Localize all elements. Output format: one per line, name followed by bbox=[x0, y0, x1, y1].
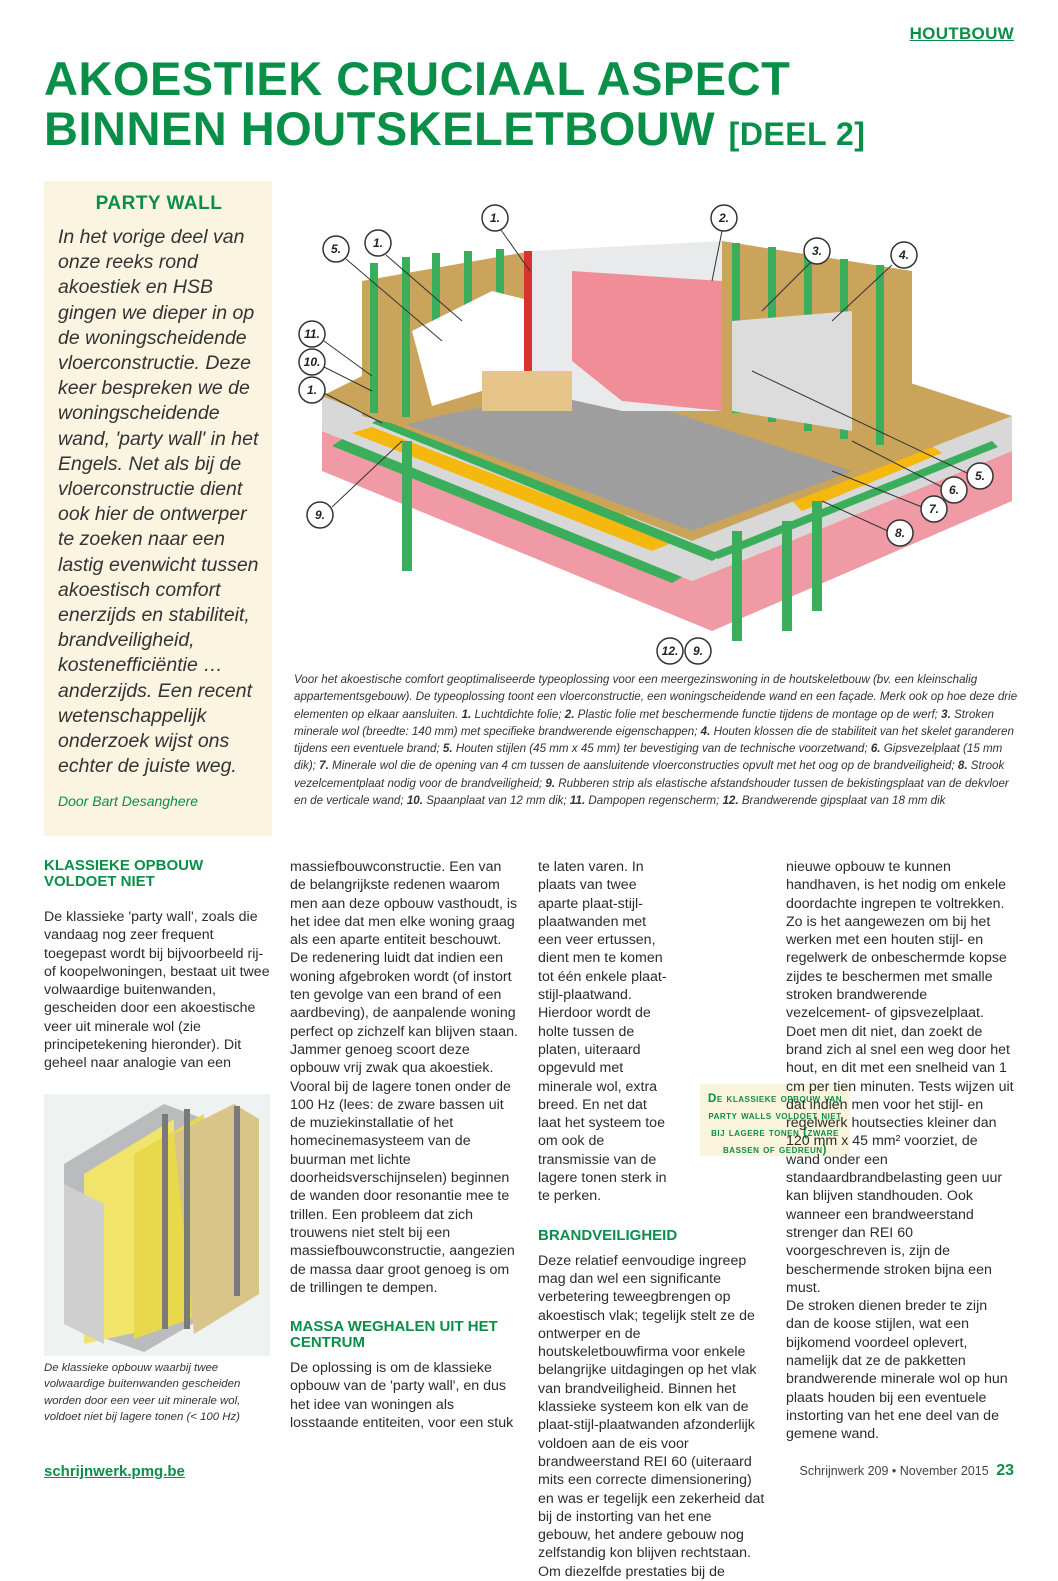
title-line-2: BINNEN HOUTSKELETBOUW bbox=[44, 102, 716, 155]
caption-item: Minerale wol die de opening van 4 cm tussen de aansluitende vloerconstructies opvult met het oog op de brandveiligheid; bbox=[332, 759, 955, 773]
caption-num: 9. bbox=[545, 776, 556, 790]
label-3 bbox=[804, 238, 830, 264]
caption-item: Strook vezelcementplaat nodig voor de brandveiligheid; bbox=[294, 759, 1005, 790]
section-heading-klassieke: KLASSIEKE OPBOUW VOLDOET NIET bbox=[44, 857, 204, 890]
caption-num: 3. bbox=[941, 707, 951, 721]
title-line-1: AKOESTIEK CRUCIAAL ASPECT bbox=[44, 52, 791, 105]
pull-quote: De klassieke opbouw van party walls voldoet niet bij lagere tonen (zware bassen of gedreun) bbox=[700, 1084, 850, 1156]
label-text-4: 4. bbox=[898, 248, 910, 262]
label-text-1c: 1. bbox=[306, 383, 318, 397]
label-12 bbox=[657, 638, 683, 664]
label-2 bbox=[711, 205, 737, 231]
caption-num: 12. bbox=[722, 794, 739, 808]
col1-paragraph: De klassieke 'party wall', zoals die vandaag nog zeer frequent toegepast wordt bij bijvoorbeeld rij- of koopelwoningen, bestaat uit twee volwaardige buitenwanden, gescheiden door een akoestische veer uit minerale wol (zie principetekening hieronder). Dit geheel naar analogie van een bbox=[44, 909, 270, 1072]
caption-item: Dampopen regenscherm; bbox=[588, 794, 720, 808]
column-1 bbox=[44, 858, 270, 1073]
column-4 bbox=[786, 858, 1014, 1444]
label-text-10: 10. bbox=[303, 355, 321, 369]
intro-text: In het vorige deel van onze reeks rond akoestiek en HSB gingen we dieper in op de woningscheidende vloerconstructie. Deze keer bespreken we de woningscheidende wand, 'party wall' in het Engels. Net als bij de vloerconstructie dient ook hier de ontwerper te zoeken naar een lastig evenwicht tussen akoestisch comfort enerzijds en stabiliteit, brandveiligheid, kostenefficiëntie … anderzijds. Een recent wetenschappelijk onderzoek wijst ons echter de juiste weg. bbox=[58, 226, 259, 778]
label-4 bbox=[891, 242, 917, 268]
caption-item: Brandwerende gipsplaat van 18 mm dik bbox=[741, 794, 946, 808]
caption-intro: Voor het akoestische comfort geoptimaliseerde typeoplossing voor een meergezinswoning in de houtskeletbouw (bv. een kleinschalig appartementsgebouw). De typeoplossing toont een vloerconstructie, een woningscheidende wand en een façade. Merk ook op hoe deze drie elementen op elkaar aansluiten. bbox=[294, 673, 1018, 721]
title-suffix: [DEEL 2] bbox=[728, 116, 866, 152]
caption-num: 2. bbox=[564, 707, 575, 721]
label-text-1b: 1. bbox=[372, 236, 384, 250]
label-text-11: 11. bbox=[304, 327, 320, 341]
footer-website-link[interactable]: schrijnwerk.pmg.be bbox=[44, 1463, 185, 1480]
page-number: 23 bbox=[996, 1462, 1014, 1479]
label-text-7: 7. bbox=[928, 502, 940, 516]
label-text-8: 8. bbox=[894, 526, 906, 540]
caption-item: Rubberen strip als elastische afstandshouder tussen de bekistingsplaat van de dekvloer en de verticale wand; bbox=[294, 776, 1009, 808]
label-text-3: 3. bbox=[811, 244, 823, 258]
caption-item: Stroken minerale wol (breedte: 140 mm) met specifieke brandwerende eigenschappen; bbox=[294, 707, 995, 738]
caption-item: Spaanplaat van 12 mm dik; bbox=[426, 794, 567, 808]
label-5-right bbox=[967, 463, 993, 489]
footer-issue bbox=[800, 1462, 1014, 1480]
caption-item: Luchtdichte folie; bbox=[474, 707, 562, 721]
byline: Door Bart Desanghere bbox=[58, 793, 199, 810]
label-8 bbox=[887, 520, 913, 546]
label-text-5b: 5. bbox=[974, 469, 986, 483]
airtight-foil bbox=[524, 251, 532, 391]
caption-num: 5. bbox=[442, 742, 453, 756]
label-1-low bbox=[299, 377, 325, 403]
column-2 bbox=[290, 858, 518, 1432]
caption-num: 7. bbox=[319, 759, 329, 773]
label-text-1: 1. bbox=[489, 211, 501, 225]
label-11 bbox=[299, 321, 325, 347]
construction-diagram bbox=[292, 201, 1014, 667]
label-9-bottom bbox=[685, 638, 711, 664]
label-text-5: 5. bbox=[330, 242, 342, 256]
col3-paragraph-2: Deze relatief eenvoudige ingreep mag dan wel een significante verbetering teweegbrengen op akoestisch vlak; tegelijk stelt ze de ontwerper en de houtskeletbouwfirma voor enkele belangrijke uitdagingen op het vlak van brandveiligheid. Binnen het klassieke systeem kon elk van de plaat-stijl-plaatwanden afzonderlijk voldoen aan de eis voor brandweerstand REI 60 (uiteraard mits een correcte dimensionering) en was er tegelijk een zekerheid dat bij de instorting van het ene gebouw, het andere gebouw nog zelfstandig kon blijven rechtstaan. Om diezelfde prestaties bij de bbox=[538, 1252, 765, 1580]
page-title bbox=[44, 54, 1004, 159]
label-5-left bbox=[323, 236, 349, 262]
caption-num: 10. bbox=[406, 794, 423, 808]
label-text-2: 2. bbox=[718, 211, 730, 225]
caption-num: 6. bbox=[870, 742, 881, 756]
intro-box bbox=[44, 181, 272, 836]
label-7 bbox=[921, 496, 947, 522]
party-wall-illustration bbox=[44, 1094, 270, 1356]
label-1-left bbox=[365, 230, 391, 256]
label-6 bbox=[941, 477, 967, 503]
label-10 bbox=[299, 349, 325, 375]
col2-paragraph-2: Jammer genoeg scoort deze opbouw vrij zwak qua akoestiek. Vooral bij de lagere tonen onder de 100 Hz (lees: de zware bassen uit de muziekinstallatie of het homecinemasysteem van de buurman met lichte doorheidsverschijnselen) beginnen de wanden door resonantie mee te trillen. Een probleem dat zich trouwens niet stelt bij een massiefbouwconstructie, aangezien de massa daar groot genoeg is om de trillingen te dempen. bbox=[290, 1041, 515, 1296]
col2-paragraph-3: De oplossing is om de klassieke opbouw van de 'party wall', en dus het idee van woningen als losstaande entiteiten, voor een stuk bbox=[290, 1360, 514, 1432]
room-floor bbox=[482, 371, 572, 411]
column-3 bbox=[538, 858, 766, 1581]
label-text-9b: 9. bbox=[692, 644, 704, 658]
label-text-9: 9. bbox=[314, 508, 326, 522]
col4-paragraph-2: De stroken dienen breder te zijn dan de koose stijlen, wat een bijkomend voordeel oplevert, namelijk dat ze de pakketten brandwerende minerale wol op hun plaats houden bij een eventuele instorting van het ene deel van de gemene wand. bbox=[786, 1298, 1008, 1443]
caption-item: Houten stijlen (45 mm x 45 mm) ter bevestiging van de technische voorzetwand; bbox=[455, 742, 868, 756]
section-heading-brandveiligheid: BRANDVEILIGHEID bbox=[538, 1226, 678, 1244]
small-figure-caption: De klassieke opbouw waarbij twee volwaardige buitenwanden gescheiden worden door een veer uit minerale wol, voldoet niet bij lagere tonen (< 100 Hz) bbox=[44, 1362, 241, 1424]
figure-caption bbox=[294, 671, 1018, 809]
issue-info: Schrijnwerk 209 • November 2015 bbox=[799, 1464, 989, 1478]
caption-num: 11. bbox=[569, 794, 586, 808]
section-heading-massa: MASSA WEGHALEN UIT HET CENTRUM bbox=[290, 1318, 498, 1352]
label-text-6: 6. bbox=[948, 483, 960, 497]
caption-num: 4. bbox=[700, 724, 711, 738]
caption-num: 1. bbox=[461, 707, 472, 721]
caption-item: Houten klossen die de stabiliteit van het skelet garanderen tijdens een eventuele brand; bbox=[294, 724, 1014, 756]
label-text-12: 12. bbox=[661, 644, 679, 658]
label-1-top bbox=[482, 205, 508, 231]
caption-item: Gipsvezelplaat (15 mm dik); bbox=[294, 742, 1003, 773]
col4-paragraph-1: nieuwe opbouw te kunnen handhaven, is het nodig om enkele doordachte ingrepen te voltrekken. Zo is het aangewezen om bij het werken met een houten stijl- en regelwerk de onbeschermde kopse zijdes te beschermen met smalle stroken brandwerende vezelcement- of gipsvezelplaat. Doet men dit niet, dan zoekt de brand zich al snel een weg door het hout, en dit met een snelheid van 1 cm per tien minuten. Tests wijzen uit dat indien men voor het stijl- en regelwerk houtsecties kleiner dan 120 mm x 45 mm² voorziet, de wand onder een standaardbrandbelasting geen uur kan blijven standhouden. Ook wanneer een brandweerstand strenger dan REI 60 voorgeschreven is, zijn de beschermende stroken bijna een must. bbox=[786, 859, 1014, 1296]
section-tag: HOUTBOUW bbox=[909, 24, 1014, 43]
caption-num: 8. bbox=[957, 759, 968, 773]
main-illustration bbox=[292, 201, 1014, 667]
col3-paragraph-1: te laten varen. In plaats van twee aparte plaat-stijl-plaatwanden met een veer ertussen, dient men te komen tot één enkele plaat-stijl-plaatwand. Hierdoor wordt de holte tussen de platen, uiteraard opgevuld met minerale wol, extra breed. En net dat laat het systeem toe om ook de transmissie van de lagere tonen sterk in te perken. bbox=[538, 859, 667, 1205]
intro-heading: PARTY WALL bbox=[95, 193, 223, 214]
label-9-left bbox=[307, 502, 333, 528]
caption-item: Plastic folie met beschermende functie tijdens de montage op de werf; bbox=[577, 707, 938, 721]
col2-paragraph-1: massiefbouwconstructie. Een van de belangrijkste redenen waarom men aan deze opbouw vasthoudt, is het idee dat men elke woning graag als een aparte entiteit beschouwt. De redenering luidt dat indien een woning afgebroken wordt (of instort ten gevolge van een brand of een aardbeving), de aanpalende woning perfect op zichzelf kan blijven staan. bbox=[290, 859, 518, 1040]
